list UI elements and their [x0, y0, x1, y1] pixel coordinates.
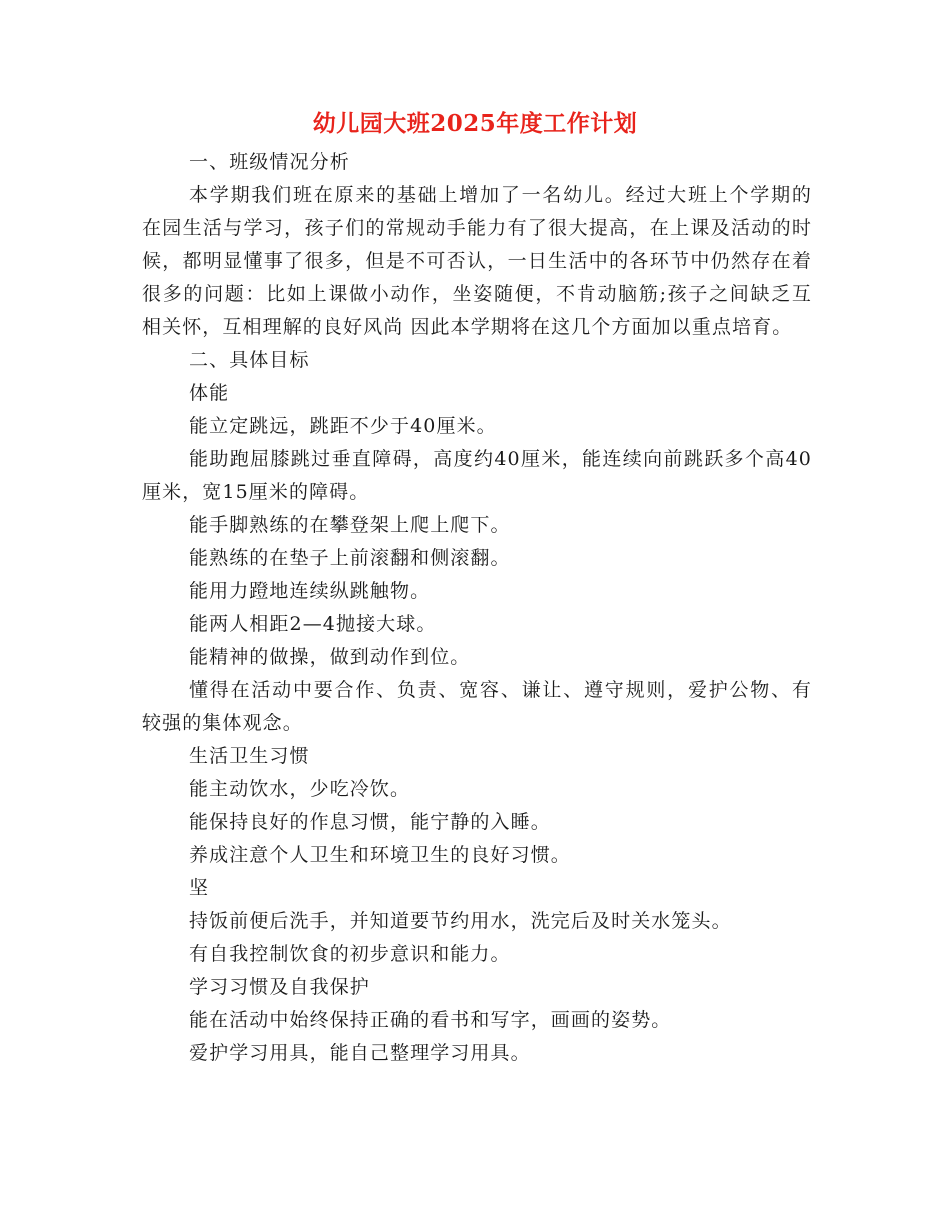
list-item: 能用力蹬地连续纵跳触物。 [189, 580, 431, 602]
paragraph: 本学期我们班在原来的基础上增加了一名幼儿。经过大班上个学期的在园生活与学习，孩子们的常规动手能力有了很大提高，在上课及活动的时候，都明显懂事了很多，但是不可否认，一日生活中的各环节中仍然存在着很多的问题：比如上课做小动作，坐姿随便，不肯动脑筋;孩子之间缺乏互相关怀，互相理解的良好风尚 因此本学期将在这几个方面加以重点培育。 [142, 184, 812, 338]
document-title: 幼儿园大班2025年度工作计划 [312, 110, 638, 137]
list-item: 能在活动中始终保持正确的看书和写字，画画的姿势。 [189, 1009, 672, 1031]
list-item: 能保持良好的作息习惯，能宁静的入睡。 [189, 811, 551, 833]
list-item: 能助跑屈膝跳过垂直障碍，高度约40厘米，能连续向前跳跃多个高40厘米，宽15厘米的障碍。 [142, 448, 812, 503]
list-item: 有自我控制饮食的初步意识和能力。 [189, 943, 511, 965]
list-item: 能两人相距2—4抛接大球。 [189, 613, 437, 635]
list-item: 懂得在活动中要合作、负责、宽容、谦让、遵守规则，爱护公物、有较强的集体观念。 [142, 679, 812, 734]
subsection-heading: 生活卫生习惯 [189, 745, 310, 767]
list-item: 能精神的做操，做到动作到位。 [189, 646, 471, 668]
list-item: 爱护学习用具，能自己整理学习用具。 [189, 1042, 531, 1064]
list-item: 能熟练的在垫子上前滚翻和侧滚翻。 [189, 547, 511, 569]
section-heading: 一、班级情况分析 [189, 151, 350, 173]
section-heading: 二、具体目标 [189, 349, 310, 371]
list-item: 能主动饮水，少吃冷饮。 [189, 778, 411, 800]
subsection-heading: 学习习惯及自我保护 [189, 976, 370, 998]
list-item: 持饭前便后洗手，并知道要节约用水，洗完后及时关水笼头。 [189, 910, 732, 932]
subsection-heading: 体能 [189, 382, 230, 404]
list-item: 能手脚熟练的在攀登架上爬上爬下。 [189, 514, 511, 536]
list-item: 坚 [189, 877, 210, 899]
list-item: 能立定跳远，跳距不少于40厘米。 [189, 415, 497, 437]
list-item: 养成注意个人卫生和环境卫生的良好习惯。 [189, 844, 571, 866]
document-body [142, 146, 812, 1070]
